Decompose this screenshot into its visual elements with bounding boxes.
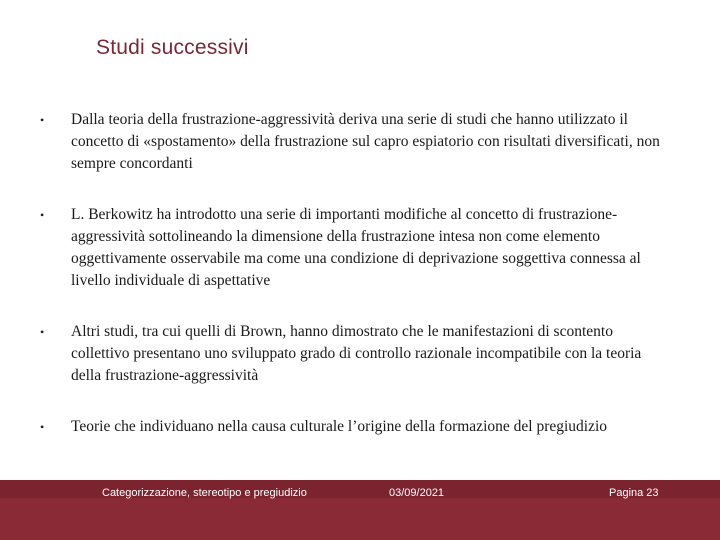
bullet-text: Teorie che individuano nella causa culturale l’origine della formazione del pregiudizio (71, 418, 608, 435)
bullet-dot: • (40, 208, 45, 222)
footer-course-title: Categorizzazione, stereotipo e pregiudizio (102, 487, 307, 499)
slide-title: Studi successivi (96, 36, 249, 59)
bullet-dot: • (40, 325, 45, 339)
bullet-dot: • (40, 420, 45, 434)
bullet-text: L. Berkowitz ha introdotto una serie di importanti modifiche al concetto di frustrazione-aggressività sottolineando la dimensione della frustrazione intesa non come elemento oggettivamente osservabile ma come una condizione di deprivazione soggettiva connessa al livello individuale di aspettative (71, 206, 641, 289)
footer-date: 03/09/2021 (389, 487, 445, 499)
footer-band-lower (0, 498, 720, 540)
bullet-text: Altri studi, tra cui quelli di Brown, hanno dimostrato che le manifestazioni di scontento collettivo presentano uno sviluppato grado di controllo razionale incompatibile con la teoria della frustrazione-aggressività (71, 323, 642, 384)
bullet-dot: • (40, 113, 45, 127)
bullet-text: Dalla teoria della frustrazione-aggressività deriva una serie di studi che hanno utilizzato il concetto di «spostamento» della frustrazione sul capro espiatorio con risultati diversificati, non sempre concordanti (71, 111, 660, 172)
footer-page-number: Pagina 23 (609, 487, 659, 499)
